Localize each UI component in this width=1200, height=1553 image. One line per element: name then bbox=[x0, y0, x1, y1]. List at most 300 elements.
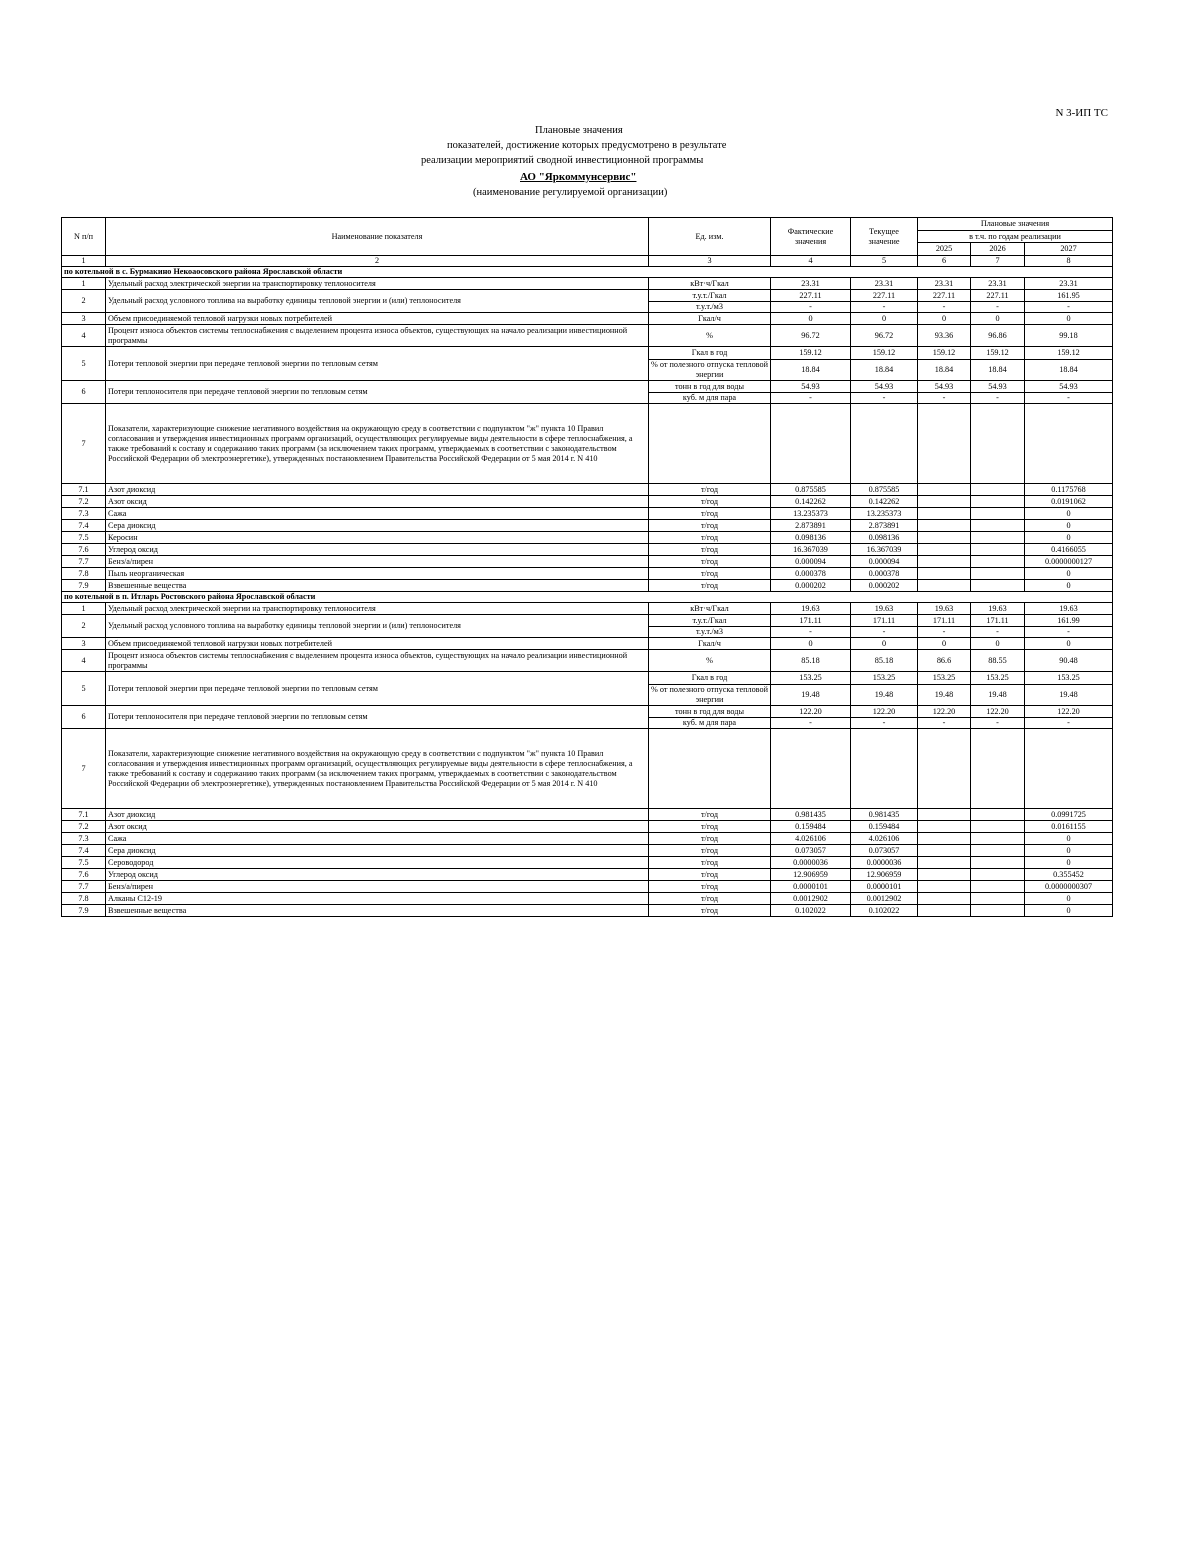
row-number: 7.4 bbox=[62, 520, 106, 532]
value-cell: 19.48 bbox=[851, 685, 918, 706]
value-cell bbox=[971, 905, 1025, 917]
value-cell: 19.48 bbox=[918, 685, 971, 706]
row-number: 7.1 bbox=[62, 809, 106, 821]
value-cell bbox=[918, 496, 971, 508]
unit-cell: куб. м для пара bbox=[649, 718, 771, 729]
value-cell: 171.11 bbox=[851, 615, 918, 627]
table-row bbox=[62, 672, 1113, 685]
substance-name: Сажа bbox=[106, 833, 649, 845]
value-cell: 227.11 bbox=[971, 290, 1025, 302]
value-cell: 54.93 bbox=[851, 381, 918, 393]
col-index: 1 bbox=[62, 256, 106, 267]
table-row bbox=[62, 532, 1113, 544]
value-cell: 0.000378 bbox=[851, 568, 918, 580]
unit-cell: т/год bbox=[649, 508, 771, 520]
value-cell: 153.25 bbox=[971, 672, 1025, 685]
value-cell: 23.31 bbox=[971, 278, 1025, 290]
value-cell: 19.48 bbox=[971, 685, 1025, 706]
value-cell: 0.159484 bbox=[851, 821, 918, 833]
value-cell: - bbox=[971, 393, 1025, 404]
value-cell: 159.12 bbox=[918, 347, 971, 360]
value-cell: 0.102022 bbox=[771, 905, 851, 917]
value-cell: 0.142262 bbox=[771, 496, 851, 508]
section-title: по котельной в п. Итларь Ростовского района Ярославской области bbox=[62, 592, 1113, 603]
value-cell: 93.36 bbox=[918, 325, 971, 347]
value-cell: 161.99 bbox=[1025, 615, 1113, 627]
value-cell: 0 bbox=[851, 638, 918, 650]
value-cell: 23.31 bbox=[771, 278, 851, 290]
value-cell: 18.84 bbox=[771, 360, 851, 381]
table-row bbox=[62, 325, 1113, 347]
value-cell: - bbox=[1025, 393, 1113, 404]
col-header-plan: Плановые значения bbox=[918, 218, 1113, 231]
unit-cell: кВт·ч/Гкал bbox=[649, 278, 771, 290]
indicator-name: Процент износа объектов системы теплоснабжения с выделением процента износа объектов, существующих на начало реализации инвестиционной программы bbox=[106, 325, 649, 347]
value-cell: 0 bbox=[1025, 833, 1113, 845]
value-cell: 0.0991725 bbox=[1025, 809, 1113, 821]
value-cell: 0.1175768 bbox=[1025, 484, 1113, 496]
table-row bbox=[62, 496, 1113, 508]
unit-cell: % от полезного отпуска тепловой энергии bbox=[649, 360, 771, 381]
value-cell: 86.6 bbox=[918, 650, 971, 672]
unit-cell: % bbox=[649, 325, 771, 347]
value-cell bbox=[971, 556, 1025, 568]
table-row bbox=[62, 267, 1113, 278]
organization-caption: (наименование регулируемой организации) bbox=[473, 187, 668, 198]
table-row bbox=[62, 347, 1113, 360]
value-cell: 227.11 bbox=[771, 290, 851, 302]
unit-cell: т/год bbox=[649, 568, 771, 580]
substance-name: Сера диоксид bbox=[106, 520, 649, 532]
value-cell bbox=[918, 556, 971, 568]
value-cell: 96.72 bbox=[771, 325, 851, 347]
value-cell: - bbox=[971, 718, 1025, 729]
empty-cell bbox=[971, 404, 1025, 484]
unit-cell: % bbox=[649, 650, 771, 672]
value-cell: 0 bbox=[851, 313, 918, 325]
substance-name: Взвешенные вещества bbox=[106, 905, 649, 917]
substance-name: Сера диоксид bbox=[106, 845, 649, 857]
value-cell: 0 bbox=[918, 638, 971, 650]
row-number: 7.2 bbox=[62, 496, 106, 508]
value-cell: 0.142262 bbox=[851, 496, 918, 508]
row-number: 7 bbox=[62, 404, 106, 484]
value-cell: 0 bbox=[771, 638, 851, 650]
substance-name: Сероводород bbox=[106, 857, 649, 869]
substance-name: Взвешенные вещества bbox=[106, 580, 649, 592]
row-number: 7.2 bbox=[62, 821, 106, 833]
value-cell bbox=[918, 809, 971, 821]
value-cell: 0 bbox=[971, 313, 1025, 325]
value-cell: 23.31 bbox=[1025, 278, 1113, 290]
value-cell: 0.0000036 bbox=[771, 857, 851, 869]
value-cell: 0.073057 bbox=[771, 845, 851, 857]
unit-cell: т/год bbox=[649, 881, 771, 893]
value-cell: 122.20 bbox=[771, 706, 851, 718]
value-cell: 0 bbox=[1025, 638, 1113, 650]
col-header-num: N п/п bbox=[62, 218, 106, 256]
value-cell: 54.93 bbox=[918, 381, 971, 393]
value-cell: 0.355452 bbox=[1025, 869, 1113, 881]
unit-cell: Гкал в год bbox=[649, 672, 771, 685]
table-row bbox=[62, 278, 1113, 290]
substance-name: Азот оксид bbox=[106, 821, 649, 833]
value-cell: 0.0191062 bbox=[1025, 496, 1113, 508]
table-row bbox=[62, 568, 1113, 580]
value-cell bbox=[918, 869, 971, 881]
value-cell: 99.18 bbox=[1025, 325, 1113, 347]
value-cell: 0 bbox=[1025, 508, 1113, 520]
col-index: 7 bbox=[971, 256, 1025, 267]
value-cell bbox=[971, 893, 1025, 905]
table-row bbox=[62, 833, 1113, 845]
unit-cell: т/год bbox=[649, 821, 771, 833]
unit-cell: т/год bbox=[649, 520, 771, 532]
value-cell: - bbox=[851, 302, 918, 313]
value-cell: 0 bbox=[1025, 520, 1113, 532]
row-number: 7.5 bbox=[62, 532, 106, 544]
value-cell: 171.11 bbox=[971, 615, 1025, 627]
value-cell: 16.367039 bbox=[851, 544, 918, 556]
value-cell: 2.873891 bbox=[771, 520, 851, 532]
unit-cell: Гкал/ч bbox=[649, 638, 771, 650]
unit-cell: т/год bbox=[649, 845, 771, 857]
value-cell bbox=[971, 869, 1025, 881]
col-index: 2 bbox=[106, 256, 649, 267]
value-cell: 153.25 bbox=[851, 672, 918, 685]
value-cell: 13.235373 bbox=[771, 508, 851, 520]
value-cell: 0.102022 bbox=[851, 905, 918, 917]
value-cell: 0 bbox=[1025, 845, 1113, 857]
value-cell bbox=[918, 544, 971, 556]
table-row bbox=[62, 556, 1113, 568]
indicator-name: Объем присоединяемой тепловой нагрузки новых потребителей bbox=[106, 313, 649, 325]
value-cell: 13.235373 bbox=[851, 508, 918, 520]
value-cell: - bbox=[971, 302, 1025, 313]
row-number: 7.5 bbox=[62, 857, 106, 869]
value-cell: - bbox=[1025, 627, 1113, 638]
substance-name: Углерод оксид bbox=[106, 869, 649, 881]
value-cell: 0.000202 bbox=[771, 580, 851, 592]
value-cell: 0.4166055 bbox=[1025, 544, 1113, 556]
unit-cell: т/год bbox=[649, 809, 771, 821]
substance-name: Азот оксид bbox=[106, 496, 649, 508]
value-cell: 0.098136 bbox=[851, 532, 918, 544]
table-row bbox=[62, 869, 1113, 881]
row-number: 7.9 bbox=[62, 905, 106, 917]
col-index: 3 bbox=[649, 256, 771, 267]
value-cell: 19.48 bbox=[771, 685, 851, 706]
row-number: 7.3 bbox=[62, 508, 106, 520]
empty-cell bbox=[1025, 729, 1113, 809]
value-cell: 0 bbox=[1025, 857, 1113, 869]
value-cell: 0 bbox=[971, 638, 1025, 650]
value-cell: 0.098136 bbox=[771, 532, 851, 544]
value-cell: 159.12 bbox=[851, 347, 918, 360]
substance-name: Азот диоксид bbox=[106, 484, 649, 496]
table-row bbox=[62, 290, 1113, 302]
header-line-3: реализации мероприятий сводной инвестиционной программы bbox=[421, 155, 704, 166]
row-number: 7.7 bbox=[62, 881, 106, 893]
value-cell bbox=[918, 881, 971, 893]
value-cell bbox=[971, 809, 1025, 821]
unit-cell: Гкал в год bbox=[649, 347, 771, 360]
table-row bbox=[62, 857, 1113, 869]
value-cell: 96.86 bbox=[971, 325, 1025, 347]
table-row bbox=[62, 729, 1113, 809]
value-cell bbox=[918, 905, 971, 917]
indicator-name: Потери теплоносителя при передаче тепловой энергии по тепловым сетям bbox=[106, 381, 649, 404]
value-cell: 161.95 bbox=[1025, 290, 1113, 302]
row-number: 5 bbox=[62, 347, 106, 381]
value-cell: 0.0161155 bbox=[1025, 821, 1113, 833]
value-cell: - bbox=[851, 627, 918, 638]
value-cell bbox=[971, 833, 1025, 845]
value-cell: 227.11 bbox=[918, 290, 971, 302]
value-cell bbox=[918, 845, 971, 857]
value-cell: 0.0012902 bbox=[771, 893, 851, 905]
value-cell: 18.84 bbox=[971, 360, 1025, 381]
header-line-2: показателей, достижение которых предусмотрено в результате bbox=[447, 140, 727, 151]
row-number: 7.1 bbox=[62, 484, 106, 496]
value-cell: 0 bbox=[1025, 313, 1113, 325]
value-cell: 12.906959 bbox=[771, 869, 851, 881]
value-cell: 0 bbox=[771, 313, 851, 325]
value-cell: 159.12 bbox=[971, 347, 1025, 360]
indicator-name: Показатели, характеризующие снижение негативного воздействия на окружающую среду в соответствии с подпунктом "ж" пункта 10 Правил согласования и утверждения инвестиционных программ организаций, осуществляющих регулируемые виды деятельности в сфере теплоснабжения, а также требований к составу и содержанию таких программ (за исключением таких программ, утверждаемых в соответствии с законодательством Российской Федерации об электроэнергетике), утвержденных постановлением Правительства Российской Федерации от 5 мая 2014 г. N 410 bbox=[106, 729, 649, 809]
unit-cell: Гкал/ч bbox=[649, 313, 771, 325]
row-number: 7.6 bbox=[62, 544, 106, 556]
value-cell bbox=[918, 508, 971, 520]
value-cell: 0.0000101 bbox=[851, 881, 918, 893]
row-number: 7.8 bbox=[62, 568, 106, 580]
table-row bbox=[62, 893, 1113, 905]
value-cell bbox=[971, 580, 1025, 592]
row-number: 3 bbox=[62, 313, 106, 325]
organization-name: АО "Яркоммунсервис" bbox=[520, 171, 637, 183]
row-number: 7.6 bbox=[62, 869, 106, 881]
table-row bbox=[62, 484, 1113, 496]
empty-cell bbox=[1025, 404, 1113, 484]
value-cell: 0.159484 bbox=[771, 821, 851, 833]
value-cell bbox=[971, 821, 1025, 833]
table-row bbox=[62, 313, 1113, 325]
indicator-name: Процент износа объектов системы теплоснабжения с выделением процента износа объектов, существующих на начало реализации инвестиционной программы bbox=[106, 650, 649, 672]
col-index: 6 bbox=[918, 256, 971, 267]
row-number: 7.4 bbox=[62, 845, 106, 857]
value-cell: 88.55 bbox=[971, 650, 1025, 672]
table-row bbox=[62, 650, 1113, 672]
value-cell bbox=[971, 857, 1025, 869]
value-cell: 122.20 bbox=[1025, 706, 1113, 718]
value-cell: 54.93 bbox=[971, 381, 1025, 393]
col-header-fact: Фактические значения bbox=[771, 218, 851, 256]
substance-name: Керосин bbox=[106, 532, 649, 544]
col-header-plan-sub: в т.ч. по годам реализации bbox=[918, 231, 1113, 243]
indicator-name: Удельный расход электрической энергии на транспортировку теплоносителя bbox=[106, 603, 649, 615]
unit-cell: т/год bbox=[649, 893, 771, 905]
value-cell: 96.72 bbox=[851, 325, 918, 347]
value-cell bbox=[918, 568, 971, 580]
value-cell: - bbox=[1025, 718, 1113, 729]
col-header-year: 2025 bbox=[918, 243, 971, 256]
value-cell: 23.31 bbox=[851, 278, 918, 290]
value-cell: 0 bbox=[1025, 532, 1113, 544]
substance-name: Алканы С12-19 bbox=[106, 893, 649, 905]
value-cell bbox=[918, 893, 971, 905]
value-cell bbox=[918, 520, 971, 532]
value-cell: 153.25 bbox=[771, 672, 851, 685]
value-cell: - bbox=[771, 627, 851, 638]
value-cell: 0 bbox=[1025, 580, 1113, 592]
value-cell bbox=[918, 833, 971, 845]
value-cell: 0 bbox=[918, 313, 971, 325]
value-cell bbox=[918, 484, 971, 496]
value-cell bbox=[918, 857, 971, 869]
value-cell: 19.63 bbox=[1025, 603, 1113, 615]
empty-cell bbox=[649, 729, 771, 809]
value-cell bbox=[971, 484, 1025, 496]
value-cell bbox=[971, 845, 1025, 857]
indicator-name: Потери тепловой энергии при передаче тепловой энергии по тепловым сетям bbox=[106, 347, 649, 381]
value-cell: 16.367039 bbox=[771, 544, 851, 556]
col-header-name: Наименование показателя bbox=[106, 218, 649, 256]
unit-cell: т/год bbox=[649, 833, 771, 845]
empty-cell bbox=[851, 404, 918, 484]
col-index: 5 bbox=[851, 256, 918, 267]
unit-cell: тонн в год для воды bbox=[649, 706, 771, 718]
value-cell: - bbox=[771, 302, 851, 313]
table-row bbox=[62, 706, 1113, 718]
value-cell: 122.20 bbox=[971, 706, 1025, 718]
value-cell: 171.11 bbox=[918, 615, 971, 627]
value-cell: - bbox=[918, 302, 971, 313]
value-cell: 19.63 bbox=[918, 603, 971, 615]
value-cell: - bbox=[771, 718, 851, 729]
empty-cell bbox=[971, 729, 1025, 809]
unit-cell: т/год bbox=[649, 869, 771, 881]
table-row bbox=[62, 508, 1113, 520]
value-cell: 4.026106 bbox=[771, 833, 851, 845]
value-cell: 227.11 bbox=[851, 290, 918, 302]
value-cell: 159.12 bbox=[1025, 347, 1113, 360]
col-header-year: 2026 bbox=[971, 243, 1025, 256]
indicator-name: Удельный расход условного топлива на выработку единицы тепловой энергии и (или) теплоносителя bbox=[106, 290, 649, 313]
row-number: 1 bbox=[62, 278, 106, 290]
value-cell: 159.12 bbox=[771, 347, 851, 360]
value-cell: 2.873891 bbox=[851, 520, 918, 532]
value-cell: 0.0000000307 bbox=[1025, 881, 1113, 893]
table-row bbox=[62, 580, 1113, 592]
value-cell: 19.48 bbox=[1025, 685, 1113, 706]
header-line-1: Плановые значения bbox=[535, 125, 623, 136]
value-cell: 4.026106 bbox=[851, 833, 918, 845]
value-cell: 0.073057 bbox=[851, 845, 918, 857]
row-number: 7.3 bbox=[62, 833, 106, 845]
indicator-name: Потери теплоносителя при передаче тепловой энергии по тепловым сетям bbox=[106, 706, 649, 729]
empty-cell bbox=[918, 404, 971, 484]
value-cell: 18.84 bbox=[851, 360, 918, 381]
value-cell: 153.25 bbox=[1025, 672, 1113, 685]
value-cell: - bbox=[851, 718, 918, 729]
value-cell: 18.84 bbox=[918, 360, 971, 381]
row-number: 3 bbox=[62, 638, 106, 650]
unit-cell: т.у.т./м3 bbox=[649, 302, 771, 313]
table-row bbox=[62, 615, 1113, 627]
row-number: 4 bbox=[62, 325, 106, 347]
value-cell: 0 bbox=[1025, 568, 1113, 580]
unit-cell: т.у.т./Гкал bbox=[649, 290, 771, 302]
value-cell: 0.000094 bbox=[771, 556, 851, 568]
unit-cell: т/год bbox=[649, 484, 771, 496]
row-number: 7.8 bbox=[62, 893, 106, 905]
value-cell: 153.25 bbox=[918, 672, 971, 685]
value-cell: - bbox=[918, 393, 971, 404]
value-cell: 12.906959 bbox=[851, 869, 918, 881]
substance-name: Пыль неорганическая bbox=[106, 568, 649, 580]
unit-cell: т.у.т./Гкал bbox=[649, 615, 771, 627]
value-cell bbox=[971, 568, 1025, 580]
unit-cell: т/год bbox=[649, 905, 771, 917]
value-cell: 0 bbox=[1025, 893, 1113, 905]
empty-cell bbox=[649, 404, 771, 484]
value-cell: 0.875585 bbox=[851, 484, 918, 496]
value-cell: 0.981435 bbox=[851, 809, 918, 821]
table-row bbox=[62, 638, 1113, 650]
value-cell: 0.0000101 bbox=[771, 881, 851, 893]
indicator-name: Показатели, характеризующие снижение негативного воздействия на окружающую среду в соответствии с подпунктом "ж" пункта 10 Правил согласования и утверждения инвестиционных программ организаций, осуществляющих регулируемые виды деятельности в сфере теплоснабжения, а также требований к составу и содержанию таких программ (за исключением таких программ, утверждаемых в соответствии с законодательством Российской Федерации об электроэнергетике), утвержденных постановлением Правительства Российской Федерации от 5 мая 2014 г. N 410 bbox=[106, 404, 649, 484]
value-cell: 54.93 bbox=[1025, 381, 1113, 393]
table-row bbox=[62, 381, 1113, 393]
value-cell: 85.18 bbox=[771, 650, 851, 672]
value-cell: - bbox=[918, 627, 971, 638]
value-cell: - bbox=[771, 393, 851, 404]
substance-name: Азот диоксид bbox=[106, 809, 649, 821]
table-row bbox=[62, 592, 1113, 603]
row-number: 4 bbox=[62, 650, 106, 672]
unit-cell: % от полезного отпуска тепловой энергии bbox=[649, 685, 771, 706]
indicator-name: Объем присоединяемой тепловой нагрузки новых потребителей bbox=[106, 638, 649, 650]
row-number: 7.7 bbox=[62, 556, 106, 568]
indicator-name: Удельный расход условного топлива на выработку единицы тепловой энергии и (или) теплоносителя bbox=[106, 615, 649, 638]
empty-cell bbox=[771, 404, 851, 484]
unit-cell: т/год bbox=[649, 544, 771, 556]
value-cell: 0.0000000127 bbox=[1025, 556, 1113, 568]
value-cell bbox=[971, 544, 1025, 556]
unit-cell: т.у.т./м3 bbox=[649, 627, 771, 638]
row-number: 7.9 bbox=[62, 580, 106, 592]
indicators-table bbox=[61, 217, 1113, 917]
value-cell: 122.20 bbox=[918, 706, 971, 718]
value-cell: 90.48 bbox=[1025, 650, 1113, 672]
table-row bbox=[62, 603, 1113, 615]
value-cell bbox=[918, 821, 971, 833]
value-cell: 0 bbox=[1025, 905, 1113, 917]
table-row bbox=[62, 404, 1113, 484]
row-number: 1 bbox=[62, 603, 106, 615]
value-cell: 0.0000036 bbox=[851, 857, 918, 869]
unit-cell: т/год bbox=[649, 556, 771, 568]
substance-name: Бенз/а/пирен bbox=[106, 556, 649, 568]
form-number: N 3-ИП ТС bbox=[1055, 107, 1108, 119]
value-cell: - bbox=[851, 393, 918, 404]
value-cell: 171.11 bbox=[771, 615, 851, 627]
substance-name: Углерод оксид bbox=[106, 544, 649, 556]
value-cell: 54.93 bbox=[771, 381, 851, 393]
table-row bbox=[62, 544, 1113, 556]
col-index: 8 bbox=[1025, 256, 1113, 267]
value-cell: - bbox=[918, 718, 971, 729]
